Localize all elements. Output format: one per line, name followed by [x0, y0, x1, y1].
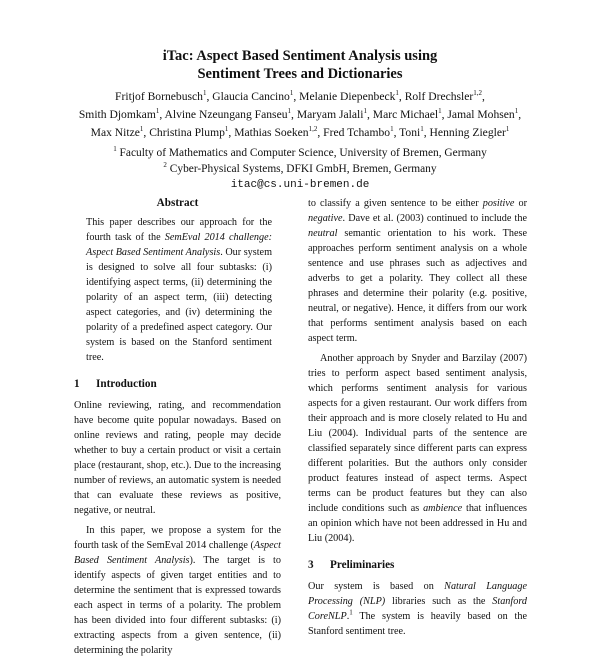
author-affiliation-marker: 1 [139, 125, 144, 134]
author-name: Alvine Nzeungang Fanseu [164, 108, 288, 121]
affiliation-1-marker: 1 [113, 145, 117, 154]
affiliation-2 [40, 161, 560, 177]
rp1-positive: positive [482, 198, 515, 209]
rp1-text-3: . Dave et al. (2003) continued to include the [342, 213, 527, 224]
author-affiliation-marker: 1 [202, 89, 207, 98]
author [234, 126, 323, 139]
author [149, 126, 234, 139]
author-affiliation-marker: 1 [505, 125, 510, 134]
author [430, 126, 510, 139]
author-affiliation-marker: 1 [289, 89, 294, 98]
intro-paragraph-1: Online reviewing, rating, and recommendation have become quite popular nowadays. Based on online reviews and rating, people may decide whether to buy a certain product or visit a certain place (restaurant, shop, etc.). Due to the increasing number of reviews, an automatic system is needed that can evaluate these reviews as positive, negative, or neutral. [74, 400, 281, 516]
title-line-2: Sentiment Trees and Dictionaries [197, 66, 403, 82]
preliminaries-paragraph [308, 579, 527, 639]
section-3-heading [308, 558, 527, 573]
author-separator: , [366, 108, 373, 121]
section-1-heading [74, 377, 281, 392]
rp2-text-2: that influences an opinion which have not been addressed in Hu and Liu (2004). [308, 503, 528, 544]
author [165, 108, 297, 121]
author-separator: , [206, 90, 213, 103]
author [447, 108, 521, 121]
author-separator: , [159, 108, 165, 121]
author-affiliation-marker: 1,2 [308, 125, 318, 134]
author-name: Fred Tchambo [323, 126, 391, 139]
rp1-neutral: neutral [308, 228, 338, 239]
author-separator: , [441, 108, 448, 121]
intro-p2-text-2: ). The target is to identify aspects of given target entities and to determine the sentiment that is expressed towards each aspect in terms of a polarity. The problem has been divided into four different subtasks: (i) extracting aspects from a given sentence, (ii) determining the polarity [74, 555, 281, 656]
right-column [308, 196, 527, 639]
author-name: Marc Michael [372, 108, 439, 121]
prelim-text-4: The system is heavily based on the Stanford sentiment tree. [308, 611, 527, 637]
author-name: Max Nitze [90, 126, 140, 139]
author-affiliation-marker: 1 [420, 125, 424, 134]
abstract-challenge-name: SemEval 2014 challenge: Aspect Based Sentiment Analysis [86, 232, 272, 258]
author-name: Smith Djomkam [78, 108, 156, 121]
author-name: Fritjof Bornebusch [115, 90, 203, 103]
author-name: Christina Plump [149, 126, 225, 139]
author-affiliation-marker: 1 [514, 107, 519, 116]
left-column [74, 196, 281, 658]
intro-p2-task-name: Aspect Based Sentiment Analysis [74, 540, 281, 566]
author-list [40, 88, 560, 142]
abstract-body [74, 215, 281, 365]
author [399, 126, 429, 139]
author [91, 126, 150, 139]
rp2-ambience: ambience [423, 503, 463, 514]
affiliation-1-text: Faculty of Mathematics and Computer Science, University of Bremen, Germany [119, 147, 487, 159]
author-name: Henning Ziegler [429, 126, 506, 139]
author-affiliation-marker: 1,2 [473, 89, 483, 98]
section-3-number: 3 [308, 559, 314, 571]
author-separator: , [291, 108, 297, 121]
abstract-text-2: . Our system is designed to solve all four subtasks: (i) identifying aspect terms, (ii) determining the polarity of an aspect term, (iii) detecting aspect categories, and (iv) determining the polarity of a predefined aspect category. Our system is based on the Stanford sentiment tree. [86, 247, 273, 363]
author [297, 108, 373, 121]
section-1-number: 1 [74, 378, 80, 390]
author-name: Mathias Soeken [234, 126, 309, 139]
section-3-title: Preliminaries [330, 559, 395, 571]
rp1-negative: negative [308, 213, 343, 224]
author-affiliation-marker: 1 [395, 89, 399, 98]
author-name: Toni [399, 126, 421, 139]
author-affiliation-marker: 1 [363, 107, 367, 116]
section-1-title: Introduction [96, 378, 157, 390]
affiliation-2-text: Cyber-Physical Systems, DFKI GmbH, Bremen, Germany [169, 163, 437, 175]
title-line-1: iTac: Aspect Based Sentiment Analysis using [162, 48, 438, 64]
author-separator: , [482, 90, 485, 103]
author-separator: , [143, 126, 150, 139]
related-paragraph-1 [308, 196, 527, 346]
author [299, 90, 405, 103]
author-affiliation-marker: 1 [390, 125, 394, 134]
author-separator: , [317, 126, 324, 139]
author [405, 90, 485, 103]
author-separator: , [293, 90, 300, 103]
author [212, 90, 299, 103]
author-name: Melanie Diepenbeck [299, 90, 396, 103]
contact-email[interactable]: itac@cs.uni-bremen.de [230, 179, 370, 191]
author-separator: , [423, 126, 430, 139]
author-affiliation-marker: 1 [155, 107, 160, 116]
author-separator: , [228, 126, 235, 139]
author-affiliation-marker: 1 [438, 107, 442, 116]
abstract-heading: Abstract [156, 197, 199, 209]
abstract-text-1: This paper describes our approach for the fourth task of the [86, 217, 272, 243]
affiliation-2-marker: 2 [163, 161, 167, 170]
rp1-text-2: or [514, 198, 527, 209]
author-name: Maryam Jalali [296, 108, 364, 121]
author-separator: , [518, 108, 522, 121]
prelim-text-1: Our system is based on [308, 581, 445, 592]
prelim-text-3: . [346, 611, 350, 622]
affiliations [40, 145, 560, 193]
author-separator: , [398, 90, 405, 103]
paper-title [0, 47, 600, 83]
intro-paragraph-2 [74, 523, 281, 658]
related-paragraph-2 [308, 351, 527, 546]
author [115, 90, 212, 103]
author-separator: , [393, 126, 400, 139]
rp1-text-1: to classify a given sentence to be either [308, 198, 483, 209]
author [373, 108, 448, 121]
intro-p2-text-1: In this paper, we propose a system for the fourth task of the SemEval 2014 challenge ( [74, 525, 281, 551]
prelim-nlp: Natural Language Processing (NLP) [308, 581, 527, 607]
rp1-text-4: semantic orientation to his work. These approaches perform sentiment analysis on a whole sentence and use phrases such as adjectives and adverbs to get a polarity. They collect all these phrases and determine their polarity (e.g. positive, neutral, or negative). Hence, it differs from our work that performs sentiment analysis based on each aspect term. [308, 228, 527, 344]
author-affiliation-marker: 1 [224, 125, 229, 134]
author [323, 126, 399, 139]
rp2-text-1: Another approach by Snyder and Barzilay (2007) tries to perform aspect based sentiment analysis, which performs sentiment analysis for various aspects for a given restaurant. Our work differs from their approach and is more closely related to Hu and Liu (2004). Individual parts of the sentence are classified separately since different parts can express different polarities. But the authors only consider product features instead of aspect terms. Aspect terms can be product features but they can also include conditions such as [308, 353, 527, 514]
author-name: Glaucia Cancino [212, 90, 290, 103]
affiliation-1 [40, 145, 560, 161]
author-affiliation-marker: 1 [287, 107, 292, 116]
footnote-marker[interactable]: 1 [349, 608, 353, 617]
prelim-corenlp: Stanford CoreNLP [308, 596, 527, 622]
prelim-text-2: libraries such as the [385, 596, 493, 607]
author-name: Rolf Drechsler [404, 90, 474, 103]
author [79, 108, 165, 121]
author-name: Jamal Mohsen [447, 108, 515, 121]
